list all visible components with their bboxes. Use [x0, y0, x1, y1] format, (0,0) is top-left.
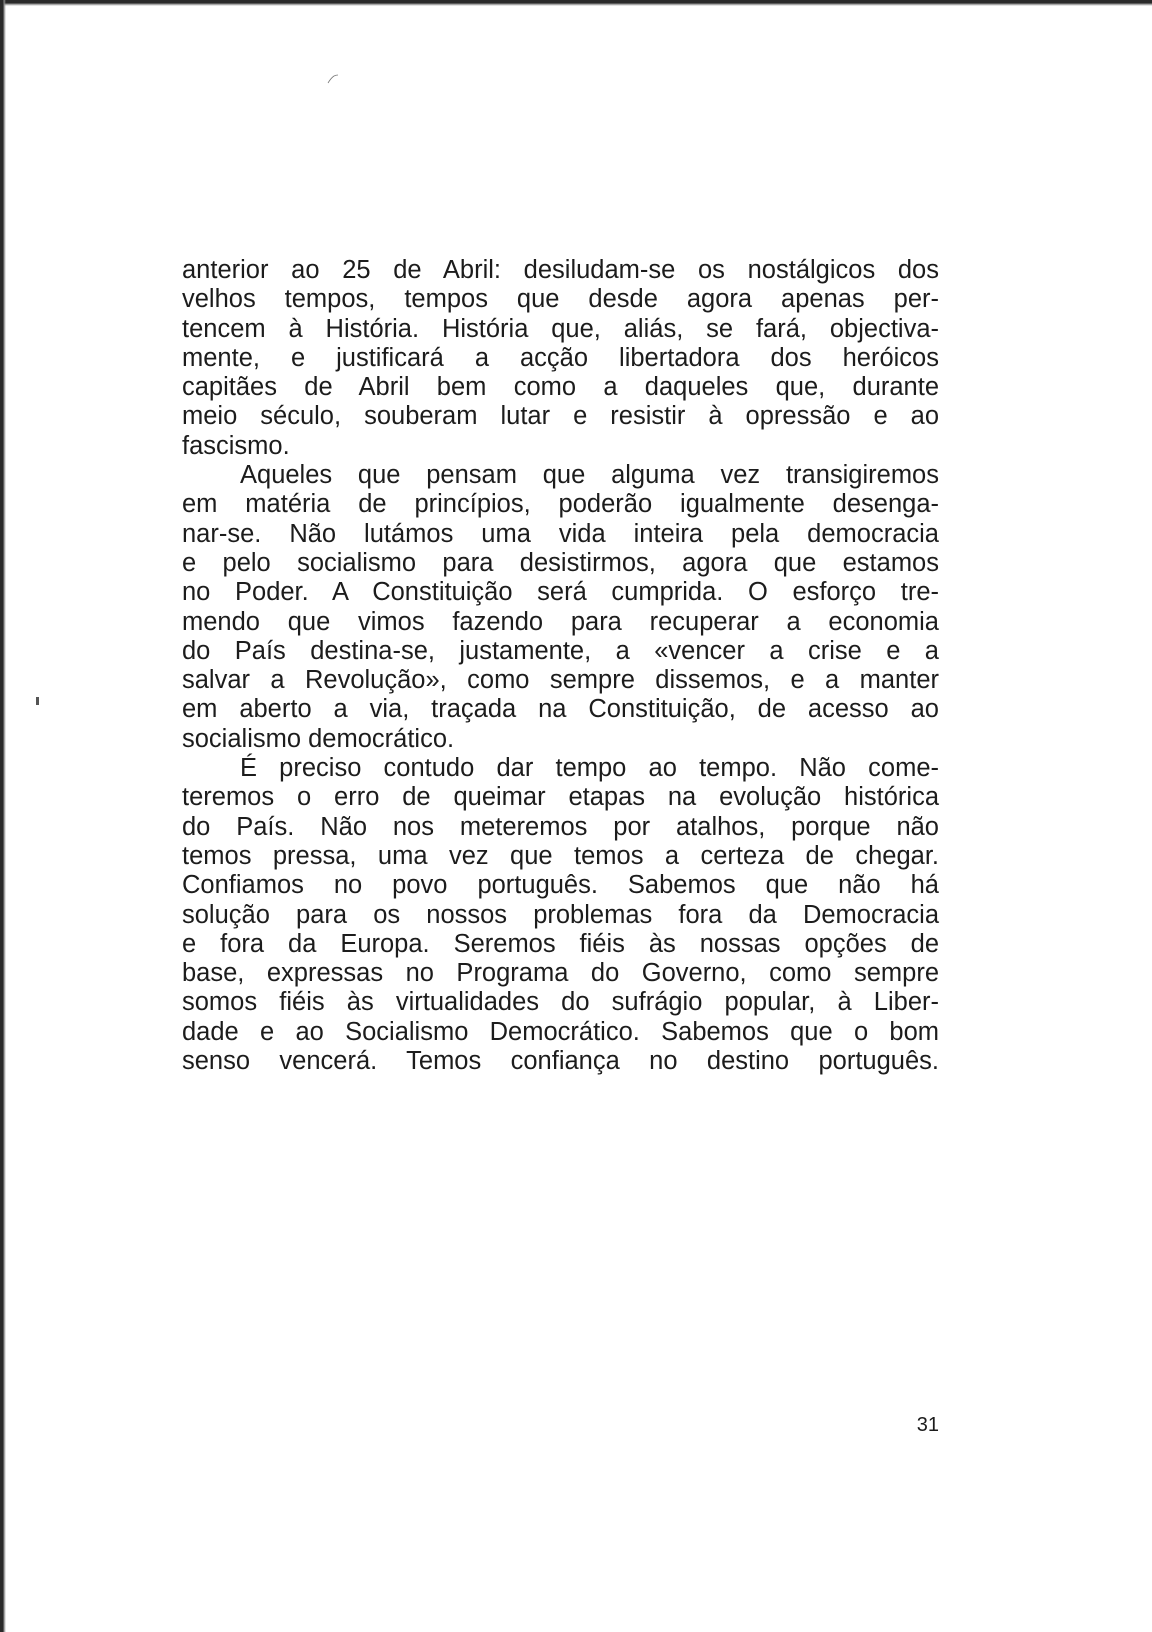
- text-line: e pelo socialismo para desistirmos, agora que estamos: [182, 548, 939, 577]
- paragraph-3: [182, 754, 939, 1076]
- text-line: do País destina-se, justamente, a «vencer a crise e a: [182, 636, 939, 665]
- page-number: 31: [916, 1414, 939, 1436]
- text-line: fascismo.: [182, 431, 290, 460]
- text-line: do País. Não nos meteremos por atalhos, porque não: [182, 812, 939, 841]
- text-line: solução para os nossos problemas fora da Democracia: [182, 900, 939, 929]
- text-line: socialismo democrático.: [182, 724, 455, 753]
- text-line: base, expressas no Programa do Governo, como sempre: [182, 959, 939, 988]
- text-line: capitães de Abril bem como a daqueles que, durante: [182, 373, 939, 402]
- text-line: velhos tempos, tempos que desde agora apenas per-: [182, 285, 939, 314]
- text-line: em aberto a via, traçada na Constituição, de acesso ao: [182, 695, 939, 724]
- scan-speck-left: [36, 697, 39, 705]
- text-line: dade e ao Socialismo Democrático. Sabemos que o bom: [182, 1017, 939, 1046]
- paragraph-1: [182, 256, 939, 461]
- text-line: Confiamos no povo português. Sabemos que não há: [182, 871, 939, 900]
- text-line: salvar a Revolução», como sempre dissemos, e a manter: [182, 666, 939, 695]
- paragraph-2: [182, 461, 939, 754]
- text-line: mendo que vimos fazendo para recuperar a economia: [182, 607, 939, 636]
- text-line: em matéria de princípios, poderão igualmente desenga-: [182, 490, 939, 519]
- scan-edge-top: [0, 0, 1152, 6]
- text-line: no Poder. A Constituição será cumprida. O esforço tre-: [182, 578, 939, 607]
- scan-edge-left: [0, 0, 6, 1632]
- text-line: anterior ao 25 de Abril: desiludam-se os nostálgicos dos: [182, 256, 939, 284]
- text-line: mente, e justificará a acção libertadora dos heróicos: [182, 343, 939, 372]
- text-line: temos pressa, uma vez que temos a certeza de chegar.: [182, 841, 939, 870]
- text-line: e fora da Europa. Seremos fiéis às nossas opções de: [182, 929, 939, 958]
- text-line: senso vencerá. Temos confiança no destino português.: [182, 1047, 939, 1076]
- text-line: É preciso contudo dar tempo ao tempo. Não come-: [240, 754, 939, 783]
- text-line: meio século, souberam lutar e resistir à opressão e ao: [182, 402, 939, 431]
- text-line: nar-se. Não lutámos uma vida inteira pela democracia: [182, 519, 939, 548]
- text-line: Aqueles que pensam que alguma vez transigiremos: [240, 461, 939, 490]
- body-text: [182, 256, 939, 1076]
- text-line: tencem à História. História que, aliás, se fará, objectiva-: [182, 314, 939, 343]
- scan-speck-mark: [326, 72, 340, 86]
- text-line: somos fiéis às virtualidades do sufrágio popular, à Liber-: [182, 988, 939, 1017]
- text-line: teremos o erro de queimar etapas na evolução histórica: [182, 783, 939, 812]
